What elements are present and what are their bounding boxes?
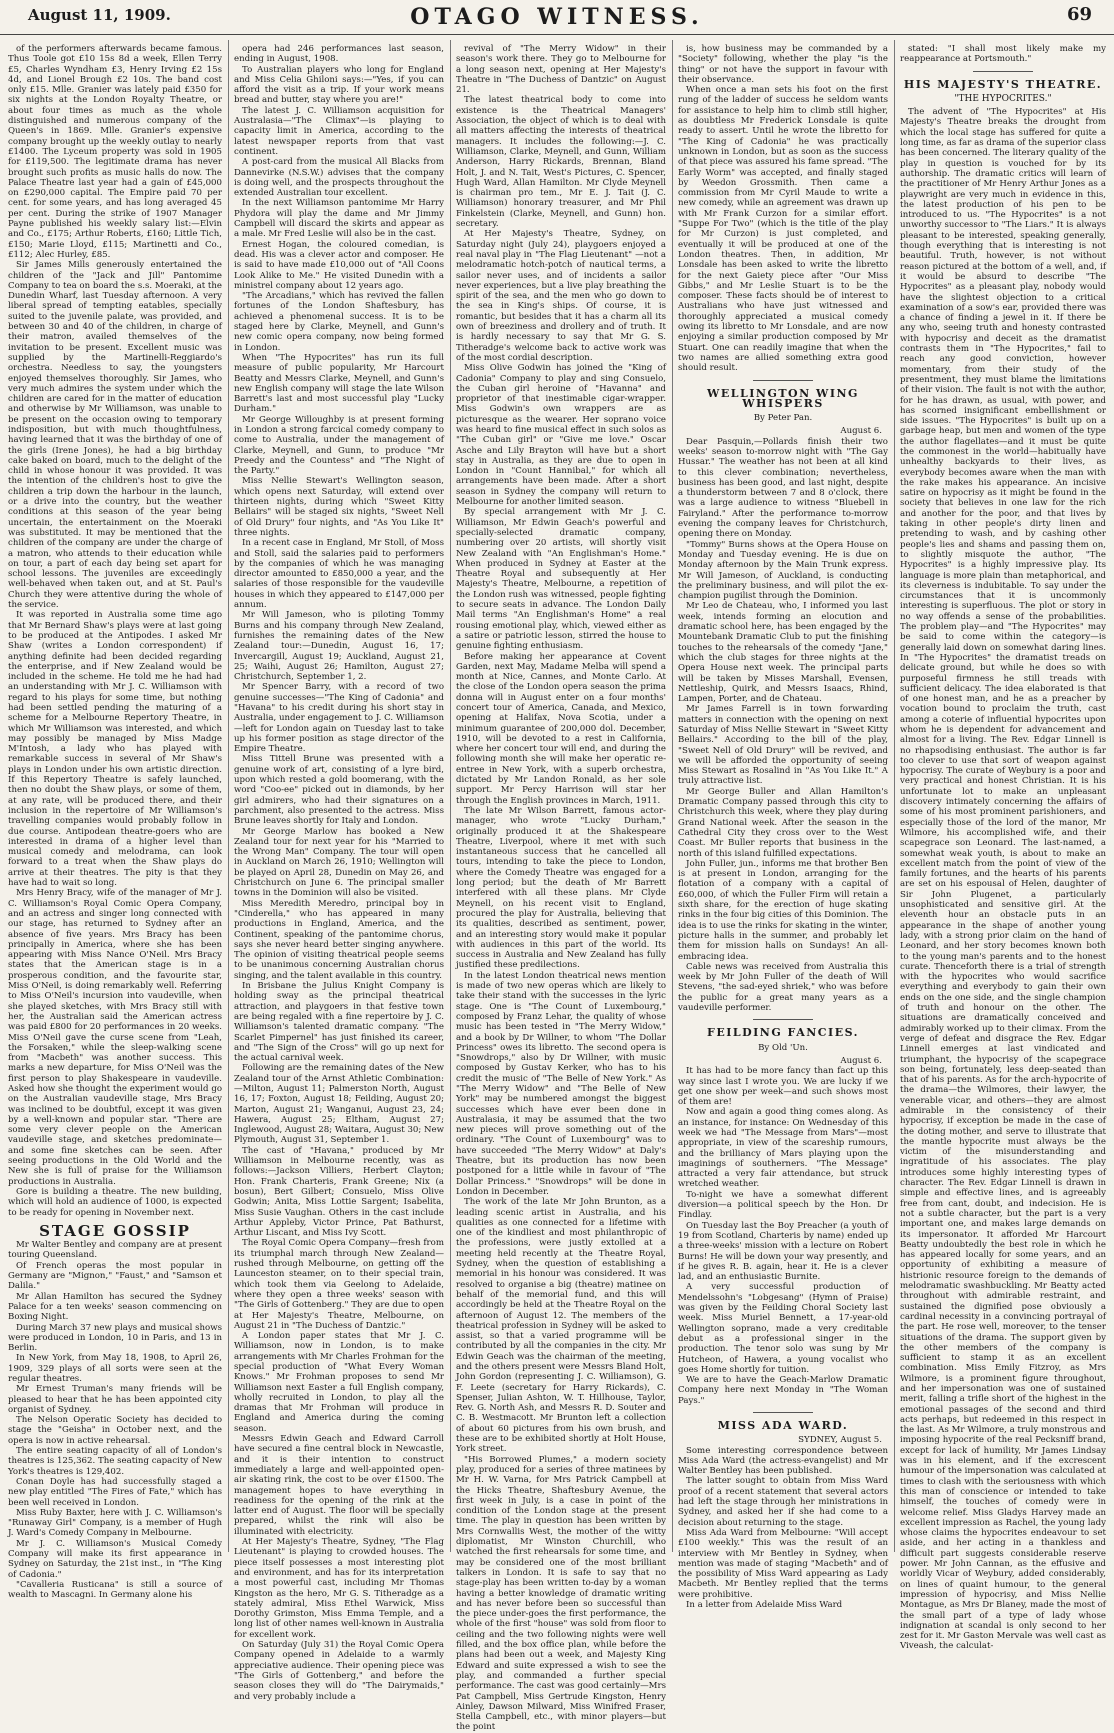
article-paragraph: Messrs Edwin Geach and Edward Carroll have secured a fine central block in Newcastle, and it is their intention to construct immediately a large and well-appointed open-air skating rink, the cost to be over £1500. The management hopes to have everything in readiness for the opening of the rink at the latter end of August. The floor will be specially prepared, whilst the rink will also be illuminated with electricity. <box>234 1434 444 1537</box>
dateline: August 6. <box>840 1055 882 1066</box>
article-paragraph: Mr George Willoughby is at present forming in London a strong farcical comedy company to come to Australia, under the management of Clarke, Meynell, and Gunn, to produce "Mr Preedy and the Countess" and "The Night of the Party." <box>234 414 444 477</box>
article-paragraph: Miss Nellie Stewart's Wellington season, which opens next Saturday, will extend over thirteen nights, during which "Sweet Kitty Bellairs" will be staged six nights, "Sweet Nell of Old Drury" four nights, and "As You Like It" three nights. <box>234 476 444 538</box>
article-paragraph: stated: "I shall most likely make my reappearance at Portsmouth." <box>900 44 1106 65</box>
column-1 <box>8 44 222 1601</box>
issue-date: August 11, 1909. <box>28 6 171 24</box>
article-paragraph: The late Mr Wilson Barrett, famous actor-manager, who wrote "Lucky Durham," originally produced it at the Shakespeare Theatre, Liverpool, where it met with such instantaneous success that he cancelled all tours, intending to take the piece to London, where the Comedy Theatre was engaged for a long period; but the death of Mr Barrett interfered with all these plans. Mr Clyde Meynell, on his recent visit to England, procured the play for Australia, believing that its qualities, described as sentiment, power, and an interesting story would make it popular with audiences in this part of the world. Its success in Australia and New Zealand has fully justified these predilections. <box>456 805 666 971</box>
article-paragraph: In a letter from Adelaide Miss Ward <box>686 1600 843 1611</box>
article-paragraph: The advent of "The Hypocrites" at His Majesty's Theatre breaks the drought from which the local stage has suffered for quite a long time, as far as drama of the superior class has been concerned. The literary quality of the play in question is vouched for by its authorship. The dramatic critics will learn of the practitioner of Mr Henry Arthur Jones as a playwright are very much in evidence in this, the latest production of his pen to be introduced to us. "The Hypocrites" is a not unworthy successor to "The Liars." It is always pleasant to be interested, speaking generally, though everything that is interesting is not beautiful. Truth, however, is not without reason pictured at the bottom of a well, and, if it would be absurd to describe "The Hypocrites" as a pleasant play, nobody would have the slightest objection to a critical examination of a sow's ear, provided there was a chance of finding a jewel in it. If there be any who, seeing truth and honesty contrasted with hypocrisy and deceit as the dramatist contrasts them in "The Hypocrites," fail to reach any good conviction, however momentary, from their study of the presentment, they must blame the limitations of their vision. The fault is not with the author, for he has drawn, as usual, with power, and has scorned insignificant embellishment or side issues. "The Hypocrites" is built up on a garbage heap, but men and women of the type the author flagellates—and it must be quite the commonest in the world—habitually have unhealthy backyards to their lives, as everybody becomes aware when the man with the rake makes his appearance. An incisive satire on hypocrisy as it might be found in the society that believes in one law for the rich and another for the poor, and that lives by taking in other people's dirty linen and pretending to wash, and by cashing other people's lies and shams and passing them on, to slightly misquote the author, "The Hypocrites" is a highly impressive play. Its language is more plain than metaphorical, and its cleverness is indubitable. To say under the circumstances that it is uncommonly interesting is superfluous. The plot or story in no way offends a sense of the probabilities. The problem play—and "The Hypocrites" may be said to come within the category—is generally laid down on somewhat daring lines. In "The Hypocrites" the dramatist treads on delicate ground, but while he does so with purposeful firmness he still treads with sufficient delicacy. The idea elaborated is that of one honest man, and he as a preacher by vocation bound to proclaim the truth, cast among a coterie of influential hypocrites upon whom he is dependent for advancement and almost for a living. The Rev. Edgar Linnell is no rhapsodising enthusiast. The author is far too clever to use that sort of weapon against hypocrisy. The curate of Weybury is a poor and very practical and honest Christian. It is his unfortunate lot to make an unpleasant discovery intimately concerning the affairs of some of his most prominent parishioners, and especially those of the lord of the manor, Mr Wilmore, his accomplished wife, and their scapegrace son Leonard. The last-named, a somewhat weak youth, is about to make an excellent match from the point of view of the family fortunes, and the hearts of his parents are set on his espousal of Helen, daughter of Sir John Plugenet, a particularly unsophisticated and sensitive girl. At the eleventh hour an obstacle puts in an appearance in the shape of another young lady, with a strong prior claim on the hand of Leonard, and her story becomes known both to the young man's parents and to the honest curate. Thenceforth there is a trial of strength with the hypocrites who would sacrifice everything and everybody to gain their own ends on the one side, and the single champion of truth and honour on the other. The situations are dramatically conceived and admirably worked up to their climax. From the verge of defeat and disgrace the Rev. Edgar Linnell emerges at last vindicated and triumphant, the hypocrisy of the scapegrace son being, fortunately, less deep-seated than that of his parents. As for the arch-hypocrite of the drama—the Wilmores, their lawyer, the venerable vicar, and others—they are almost admirable in the consistency of their hypocrisy, if exception be made in the case of the doting mother, and serve to illustrate that the mantle hypocrite must always be the victim of the misunderstanding and ingratitude of his associates. The play introduces some highly interesting types of character. The Rev. Edgar Linnell is drawn in simple and effective lines, and is agreeably free from cant, doubt, and indecision. He is not a subtle character, but the part is a very important one, and makes large demands on its impersonator. It afforded Mr Harcourt Beatty undoubtedly the best role in which he has appeared locally for some years, and an opportunity of exhibiting a measure of histrionic resource foreign to the demands of melodramatic swashbuckling. Mr Beatty acted throughout with admirable restraint, and sustained the dignified pose obviously a cardinal necessity in a convincing portrayal of the part. He rose well, moreover, to the tenser situations of the drama. The support given by the other members of the company is sufficient to stamp it as an excellent combination. Miss Emily Fitzroy, as Mrs Wilmore, is a prominent figure throughout, and her impersonation was one of sustained merit, falling a trifle short of the highest in the emotional passages of the second and third acts perhaps, but redeemed in this respect in the last. As Mr Wilmore, a truly monstrous and imposing hypocrite of the real Pecksniff brand, except for lack of humility, Mr James Lindsay was in his element, and if the excrescent humour of the impersonation was calculated at times to clash with the seriousness with which this man of conscience or intended to take himself, the touches of comedy were in welcome relief. Miss Gladys Harvey made an excellent impression as Rachel, the young lady whose claims the hypocrites endeavour to set aside, and her acting in a thankless and difficult part suggests considerable reserve power. Mr John Cannan, as the effusive and worldly Vicar of Weybury, added considerably, on lines of quaint humour, to the general impression of hypocrisy, and Miss Nellie Montague, as Mrs Dr Blaney, made the most of the small part of a type of lady whose indignation at scandal is only second to her zest for it. Mr Gaston Mervale was well cast as Viveash, the calculat- <box>900 107 1107 1652</box>
article-paragraph: Mr George Buller and Allan Hamilton's Dramatic Company passed through this city to Christchurch this week, where they play during Grand National week. After the season in the Cathedral City they cross over to the West Coast. Mr Buller reports that business in the north of this island fulfilled expectations. <box>678 786 888 859</box>
article-paragraph: Before making her appearance at Covent Garden, next May, Madame Melba will spend a month at Nice, Cannes, and Monte Carlo. At the close of the London opera season the prima donna will in August enter on a four months' concert tour of America, Canada, and Mexico, opening at Halifax, Nova Scotia, under a minimum guarantee of 200,000 dol. December, 1910, will be devoted to a rest in California, where her concert tour will end, and during the following month she will make her operatic re-entree in New York, with a superb orchestra, dictated by Mr Landon Ronald, as her sole support. Mr Percy Harrison will star her through the English provinces in March, 1911. <box>456 651 666 806</box>
article-paragraph: Miss Ada Ward from Melbourne: "Will accept £100 weekly." This was the result of an interview with Mr Bentley in Sydney, when mention was made of staging "Macbeth" and of the possibility of Miss Ward appearing as Lady Macbeth. Mr Bentley replied that the terms were prohibitive. <box>678 1527 888 1600</box>
article-paragraph: Mr Leo de Chateau, who, I informed you last week, intends forming an elocution and dramatic school here, has been engaged by the Mountebank Dramatic Club to put the finishing touches to the rehearsals of the comedy "Jane," which the club stages for three nights at the Opera House next week. The principal parts will be taken by Misses Marshall, Evensen, Nettleship, Quirk, and Messrs Isaacs, Rhind, Lampen, Porter, and de Chateau. <box>678 601 888 705</box>
article-paragraph: Cable news was received from Australia this week by Mr John Fuller of the death of Will Stevens, "the sad-eyed shriek," who was before the public for a great many years as a vaudeville performer. <box>678 961 888 1014</box>
article-paragraph: Following are the remaining dates of the New Zealand tour of the Arnst Athletic Combination:—Milton, August 11; Palmerston North, August 16, 17; Foxton, August 18; Feilding, August 20; Marton, August 21; Wanganui, August 23, 24; Hawera, August 25; Eltham, August 27; Inglewood, August 28; Waitara, August 30; New Plymouth, August 31, September 1. <box>234 1063 444 1146</box>
article-paragraph: Mr Walter Bentley and company are at present touring Queensland. <box>8 1240 222 1261</box>
article-paragraph: The Nelson Operatic Society has decided to stage the "Geisha" in October next, and the opera is now in active rehearsal. <box>8 1415 222 1446</box>
article-paragraph: Miss Olive Godwin has joined the "King of Cadonia" Company to play and sing Consuelo, the Cuban girl heroine of "Havanna" and proprietor of that inestimable cigar-wrapper. Miss Godwin's own wrappers are as picturesque as the wearer. Her soprano voice was heard to fine musical effect in such solos as "The Cuban girl" or "Give me love." Oscar Asche and Lily Brayton will have but a short stay in Australia, as they are due to open in London in "Count Hannibal," for which all arrangements have been made. After a short season in Sydney the company will return to Melbourne for another limited season. <box>456 363 666 508</box>
section-divider <box>753 1412 813 1413</box>
article-paragraph: In a recent case in England, Mr Stoll, of Moss and Stoll, said the salaries paid to performers by the companies of which he was managing director amounted to £850,000 a year, and the salaries of those responsible for the vaudeville houses in which they appeared to £147,000 per annum. <box>234 538 444 611</box>
article-paragraph: "The Arcadians," which has revived the fallen fortunes of the London Shaftesbury, has achieved a phenomenal success. It is to be staged here by Clarke, Meynell, and Gunn's new comic opera company, now being formed in London. <box>234 291 444 353</box>
article-paragraph: In the latest London theatrical news mention is made of two new operas which are likely to take their stand with the successes in the lyric stage. One is "The Count of Luxembourg," composed by Franz Lehar, the quality of whose music has been tested in "The Merry Widow," and a book by Dr Willner, to whom "The Dollar Princess" owes its libretto. The second opera is "Snowdrops," also by Dr Willner, with music composed by Gustav Kerker, who has to his credit the music of "The Belle of New York." As "The Merry Widow" and "The Belle of New York" may be numbered amongst the biggest successes which have ever been done in Australasia, it may be assumed that the two new pieces will prove something out of the ordinary. "The Count of Luxembourg" was to have succeeded "The Merry Widow" at Daly's Theatre, but its production has now been postponed for a little while in favour of "The Dollar Princess." "Snowdrops" will be done in London in December. <box>456 970 666 1197</box>
article-paragraph: On Saturday (July 31) the Royal Comic Opera Company opened in Adelaide to a warmly appreciative audience. Their opening piece was "The Girls of Gottenberg," and before the season closes they will do "The Dairymaids," and very probably include a <box>234 1640 444 1702</box>
article-paragraph: In the next Williamson pantomime Mr Harry Phydora will play the dame and Mr Jimmy Campbell will discard the skirts and appear as a male. Mr Fred Leslie will also be in the cast. <box>234 198 444 240</box>
article-paragraph: Now and again a good thing comes along. As an instance, for instance: On Wednesday of this week we had "The Message from Mars"—most appropriate, in view of the scareship rumours, and the brilliancy of Mars playing upon the imaginings of southerners. "The Message" attracted a very fair attendance, but struck wretched weather. <box>678 1107 888 1190</box>
section-heading: HIS MAJESTY'S THEATRE. <box>903 77 1103 91</box>
article-paragraph: The entire seating capacity of all of London's theatres is 125,362. The seating capacity of New York's theatres is 129,402. <box>8 1446 222 1477</box>
column-rule <box>228 40 229 1552</box>
section-heading: WELLINGTON WING WHISPERS <box>707 386 859 410</box>
article-paragraph: "His Borrowed Plumes," a modern society play, produced for a series of three matinees by Mr H. W. Varna, for Mrs Patrick Campbell at the Hicks Theatre, Shaftesbury Avenue, the first week in July, is a case in point of the condition of the London stage at the present time. The play in question has been written by Mrs Cornwallis West, the mother of the witty diplomatist, Mr Winston Churchill, who watched the first rehearsals for some time, and may be considered one of the most brilliant talkers in London. It is safe to say that no stage-play has been written to-day by a woman having a better knowledge of dramatic writing and has never before been so successful than the piece under-goes the first performance, the whole of the first "house" was sold from floor to ceiling and the two following nights were well filled, and the box office plan, while before the plans had been out a week, and Majesty King Edward and suite expressed a wish to see the play, and commanded a further special performance. The cast was good certainly—Mrs Pat Campbell, Miss Gertrude Kingston, Henry Ainley, Dawson Milward, Miss Winifred Fraser, Stella Campbell, etc., with minor players—but the point <box>456 1454 666 1733</box>
column-4 <box>678 44 888 1611</box>
article-paragraph: We are to have the Geach-Marlow Dramatic Company here next Monday in "The Woman Pays." <box>678 1375 888 1406</box>
article-paragraph: "Tommy" Burns shows at the Opera House on Monday and Tuesday evening. He is due on Monday afternoon by the Main Trunk express. Mr Will Jameson, of Auckland, is conducting the preliminary business, and will pilot the ex-champion pugilist through the Dominion. <box>678 539 888 602</box>
dateline: SYDNEY, August 5. <box>798 1435 882 1446</box>
article-paragraph: Mr Ernest Truman's many friends will be pleased to hear that he has been appointed city organist of Sydney. <box>8 1384 222 1415</box>
section-heading: FEILDING FANCIES. <box>707 1026 859 1040</box>
article-paragraph: It has had to be more fancy than fact up this way since last I wrote you. We are lucky if we get one show per week—and such shows most of them are! <box>678 1066 888 1108</box>
article-paragraph: Mr Will Jameson, who is piloting Tommy Burns and his company through New Zealand, furnishes the remaining dates of the New Zealand tour:—Dunedin, August 16, 17; Invercargill, August 19; Auckland, August 21, 25; Waihi, August 26; Hamilton, August 27; Christchurch, September 1, 2. <box>234 610 444 683</box>
article-paragraph: Mr Allan Hamilton has secured the Sydney Palace for a ten weeks' season commencing on Boxing Night. <box>8 1291 222 1323</box>
article-paragraph: To Australian players who long for England and Miss Celia Ghiloni says:—"Yes, if you can afford the visit as a trip. If your work means bread and butter, stay where you are!" <box>234 64 444 106</box>
article-paragraph: A London paper states that Mr J. C. Williamson, now in London, is to make arrangements with Mr Charles Frohman for the special production of "What Every Woman Knows." Mr Frohman proposes to send Mr Williamson next Easter a full English company, wholly recruited in London, to play all the dramas that Mr Frohman will produce in England and America during the coming season. <box>234 1331 444 1434</box>
section-divider <box>973 71 1033 72</box>
section-divider <box>753 380 813 381</box>
section-subheading: "THE HYPOCRITES." <box>954 93 1052 104</box>
column-rule <box>450 40 451 1552</box>
article-paragraph: By special arrangement with Mr J. C. Williamson, Mr Edwin Geach's powerful and specially-selected dramatic company, numbering over 20 artists, will shortly visit New Zealand with "An Englishman's Home." When produced in Sydney at Easter at the Theatre Royal and subsequently at Her Majesty's Theatre, Melbourne, a repetition of the London rush was witnessed, people fighting to secure seats in advance. The London Daily Mail terms "An Englishman's Home" a real rousing emotional play, which, viewed either as a satire or patriotic lesson, stirred the house to genuine fighting enthusiasm. <box>456 507 666 652</box>
column-2 <box>234 44 444 1702</box>
article-paragraph: On Tuesday last the Boy Preacher (a youth of 19 from Scotland, Charteris by name) ended up a three-weeks' mission with a lecture on Robert Burns! He will be down your way presently, and if he gives R. B. again, hear it. He is a clever lad, and an enthusiastic Burnite. <box>678 1220 888 1283</box>
article-paragraph: In New York, from May 18, 1908, to April 26, 1909, 329 plays of all sorts were seen at the regular theatres. <box>8 1353 222 1384</box>
column-rule <box>894 40 895 1552</box>
newspaper-title: OTAGO WITNESS. <box>410 4 704 30</box>
article-paragraph: Miss Ruby Baxter, here with J. C. Williamson's "Runaway Girl" Company, is a member of Hugh J. Ward's Comedy Company in Melbourne. <box>8 1507 222 1539</box>
article-paragraph: Miss Tittell Brune was presented with a genuine work of art, consisting of a lyre bird, upon which rested a gold boomerang, with the word "Coo-ee" picked out in diamonds, by her girl admirers, who had their signatures on a parchment, also presented to the actress. Miss Brune leaves shortly for Italy and London. <box>234 754 444 827</box>
article-paragraph: At Her Majesty's Theatre, Sydney, "The Flag Lieutenant" is playing to crowded houses. The piece itself possesses a most interesting plot and environment, and has for its interpretation a most powerful cast, including Mr Thomas Kingston as the hero, Mr G. S. Titheradge as a stately admiral, Miss Ethel Warwick, Miss Dorothy Grimston, Miss Emma Temple, and a long list of other names well-known in Australia for excellent work. <box>234 1537 444 1640</box>
article-paragraph: Mr James Farrell is in town forwarding matters in connection with the opening on next Saturday of Miss Nellie Stewart in "Sweet Kitty Bellairs." According to the bill of the play, "Sweet Nell of Old Drury" will be revived, and we will be afforded the opportunity of seeing Miss Stewart as Rosalind in "As You Like It." A truly attractive list. <box>678 704 888 787</box>
article-paragraph: Miss Meredith Meredro, principal boy in "Cinderella," who has appeared in many productions in England, America, and the Continent, speaking of the pantomime chorus, says she never heard better singing anywhere. The opinion of visiting theatrical people seems to be unanimous concerning Australian chorus singing, and the talent available in this country. <box>234 898 444 981</box>
section-heading: STAGE GOSSIP <box>39 1221 191 1240</box>
article-paragraph: It was reported in Australia some time ago that Mr Bernard Shaw's plays were at last going to be produced at the Antipodes. I asked Mr Shaw (writes a London correspondent) if anything definite had been decided regarding the enterprise, and if New Zealand would be included in the scheme. He told me he had had an understanding with Mr J. C. Williamson with regard to his plays for some time, but nothing had been settled pending the maturing of a scheme for a Melbourne Repertory Theatre, in which Mr Williamson was interested, and which may possibly be managed by Miss Madge M'Intosh, a lady who has played with remarkable success in several of Mr Shaw's plays in London under his own artistic direction. If this Repertory Theatre is safely launched, then no doubt the Shaw plays, or some of them, at any rate, will be produced there, and their inclusion in the repertoire of Mr Williamson's travelling companies would probably follow in due course. Antipodean theatre-goers who are interested in drama of a higher level than musical comedy and melodrama, can look forward to a treat when the Shaw plays do arrive at their theatres. The pity is that they have had to wait so long. <box>8 610 222 889</box>
masthead <box>0 0 1114 35</box>
article-paragraph: Mr George Marlow has booked a New Zealand tour for next year for his "Married to the Wrong Man" Company. The tour will open in Auckland on March 26, 1910; Wellington will be played on April 28, Dunedin on May 26, and Christchurch on June 6. The principal smaller towns in the Dominion will also be visited. <box>234 826 444 899</box>
dateline: August 6. <box>840 426 882 437</box>
article-paragraph: The cast of "Havana," produced by Mr Williamson in Melbourne recently, was as follows:—Jackson Villiers, Herbert Clayton; Hon. Frank Charteris, Frank Greene; Nix (a bosun), Bert Gilbert; Consuelo, Miss Olive Godwin; Anita, Miss Lottie Sargent; Isabelita, Miss Susie Vaughan. Others in the cast include Arthur Appleby, Victor Prince, Pat Bathurst, Arthur Liscant, and Miss Ivy Scott. <box>234 1145 444 1239</box>
column-rule <box>672 40 673 1552</box>
article-paragraph: Mr J. C. Williamson's Musical Comedy Company will make its first appearance in Sydney on Saturday, the 21st inst., in "The King of Cadonia." <box>8 1538 222 1580</box>
article-paragraph: Mr Spencer Barry, with a record of two genuine successes—"The King of Cadonia" and "Havana" to his credit during his short stay in Australia, under engagement to J. C. Williamson—left for London again on Tuesday last to take up his former position as stage director of the Empire Theatre. <box>234 682 444 755</box>
article-paragraph: opera had 246 performances last season, ending in August, 1908. <box>234 44 444 65</box>
column-3 <box>456 44 666 1733</box>
article-paragraph: When "The Hypocrites" has run its full measure of public popularity, Mr Harcourt Beatty and Messrs Clarke, Meynell, and Gunn's new English company will stage the late Wilson Barrett's last and most successful play "Lucky Durham." <box>234 352 444 415</box>
article-paragraph: Sir James Mills generously entertained the children of the "Jack and Jill" Pantomime Company to tea on board the s.s. Moeraki, at the Dunedin Wharf, last Tuesday afternoon. A very liberal spread of tempting eatables, specially suited to the juvenile palate, was provided, and between 30 and 40 of the children, in charge of their matron, availed themselves of the invitation to be present. Excellent music was supplied by the Martinelli-Reggiardo's orchestra. Needless to say, the youngsters enjoyed themselves thoroughly. Sir James, who very much admires the system under which the children are cared for in the matter of education and otherwise by Mr Williamson, was unable to be present on the occasion owing to temporary indisposition, but with much thoughtfulness, having learned that it was the birthday of one of the girls (Irene Jones), he had a big birthday cake baked on board, much to the delight of the child in whose honour it was provided. It was the intention of the children's host to give the children a trip down the harbour in the launch, or a drive into the country, but the weather conditions at this season of the year being uncertain, the entertainment on the Moeraki was substituted. It may be mentioned that the children of the company are under the charge of a matron, who attends to their education while on tour, a part of each day being set apart for school lessons. The juveniles are exceedingly well-behaved when taken out, and at St. Paul's Church they were attentive during the whole of the service. <box>8 260 222 611</box>
article-paragraph: Conan Doyle has had successfully staged a new play entitled "The Fires of Fate," which has been well received in London. <box>8 1476 222 1508</box>
byline: By Peter Pan. <box>753 413 813 424</box>
byline: By Old 'Un. <box>758 1042 808 1053</box>
section-heading: MISS ADA WARD. <box>717 1419 849 1432</box>
column-5 <box>900 44 1107 1652</box>
article-paragraph: is, how business may be commanded by a "Society" following, whether the play "is the thing" or not have the support in favour with their observance. <box>678 44 888 85</box>
article-paragraph: Mrs Henry Bracy, wife of the manager of Mr J. C. Williamson's Royal Comic Opera Company, and an actress and singer long connected with our stage, has returned to Sydney after an absence of five years. Mrs Bracy has been principally in America, where she has been appearing with Miss Nance O'Neil. Mrs Bracy states that the American stage is in a prosperous condition, and the favourite star, Miss O'Neil, is doing remarkably well. Referring to Miss O'Neil's incursion into vaudeville, when she played sketches, with Mrs Bracy still with her, the Australian said the American actress was paid £800 for 20 performances in 20 weeks. Miss O'Neil gave the curse scene from "Leah, the Forsaken," while the sleep-walking scene from "Macbeth" was another success. This marks a new departure, for Miss O'Neil was the first person to play Shakespeare in vaudeville. Asked how she thought the experiment would go on the Australian vaudeville stage, Mrs Bracy was inclined to be doubtful, except it was given by a well-known and popular star. "There are some very clever people on the American vaudeville stage, and sketches predominate—and some fine sketches can be seen. After seeing productions in the Old World and the New she is full of praise for the Williamson productions in Australia. <box>8 888 222 1187</box>
article-paragraph: "Cavalleria Rusticana" is still a source of wealth to Mascagni. In Germany alone his <box>8 1579 222 1601</box>
article-paragraph: During March 37 new plays and musical shows were produced in London, 10 in Paris, and 13 in Berlin. <box>8 1322 222 1354</box>
article-paragraph: John Fuller, jun., informs me that brother Ben is at present in London, arranging for the flotation of a company with a capital of £60,000, of which the Fuller Firm will retain a sixth share, for the erection of huge skating rinks in the four big cities of this Dominion. The idea is to use the rinks for skating in the winter, picture halls in the summer, and probably let them for mission halls on Sundays! An all-embracing idea. <box>678 858 888 962</box>
article-paragraph: In Brisbane the Julius Knight Company is holding sway as the principal theatrical attraction, and playgoers in that festive town are being regaled with a fine repertoire by J. C. Williamson's talented dramatic company. "The Scarlet Pimpernel" has just finished its career, and "The Sign of the Cross" will go up next for the actual carnival week. <box>234 981 444 1064</box>
article-paragraph: The latter sought to obtain from Miss Ward proof of a recent statement that several actors had left the stage through her ministrations in Sydney, and asked her if she had come to a decision about returning to the stage. <box>678 1476 888 1528</box>
article-paragraph: To-night we have a somewhat different diversion—a political speech by the Hon. Dr Findlay. <box>678 1189 888 1221</box>
article-paragraph: revival of "The Merry Widow" in their season's work there. They go to Melbourne for a long season next, opening at Her Majesty's Theatre in "The Duchess of Dantzic" on August 21. <box>456 44 666 96</box>
article-paragraph: The latest theatrical body to come into existence is the Theatrical Managers' Association, the object of which is to deal with all matters affecting the interests of theatrical managers. It includes the following:—J. C. Williamson, Clarke, Meynell, and Gunn, William Anderson, Harry Rickards, Brennan, Bland Holt, J. and N. Tait, West's Pictures, C. Spencer, Hugh Ward, Allan Hamilton. Mr Clyde Meynell is chairman pro tem., Mr E. J. Tait (J. C. Williamson) honorary treasurer, and Mr Phil Finkelstein (Clarke, Meynell, and Gunn) hon. secretary. <box>456 95 666 230</box>
article-paragraph: Of French operas the most popular in Germany are "Mignon," "Faust," and "Samson et Dalila." <box>8 1260 222 1292</box>
article-paragraph: When once a man sets his foot on the first rung of the ladder of success he seldom wants for assistance to help him to climb still higher, as doubtless Mr Frederick Lonsdale is quite ready to assert. Until he wrote the libretto for "The King of Cadonia" he was practically unknown in London, but as soon as the success of that piece was assured his fame spread. "The Early Worm" was accepted, and finally staged by Weedon Grossmith. Then came a commission from Mr Cyril Maude to write a new comedy, while an agreement was drawn up with Mr Frank Curzon for a similar effort. "Suppe For Two" (which is the title of the play for Mr Curzon) is just completed, and eventually it will be produced at one of the London theatres. Then, in addition, Mr Lonsdale has been asked to write the libretto for the next Gaiety piece after "Our Miss Gibbs," and Mr Leslie Stuart is to be the composer. These facts should be of interest to Australians who have just witnessed and thoroughly appreciated a musical comedy owing its libretto to Mr Lonsdale, and are now enjoying a similar production composed by Mr Stuart. One can readily imagine that when the two names are allied something extra good should result. <box>678 85 888 374</box>
section-divider <box>753 1019 813 1020</box>
article-paragraph: The work of the late Mr John Brunton, as a leading scenic artist in Australia, and his qualities as one connected for a lifetime with one of the kindliest and most philanthropic of the professions, were justly extolled at a meeting held recently at the Theatre Royal, Sydney, when the question of establishing a memorial in his honour was considered. It was resolved to organise a big (theatre) matinee on behalf of the memorial fund, and this will accordingly be held at the Theatre Royal on the afternoon of August 12. The members of the theatrical profession in Sydney will be asked to assist, so that a varied programme will be contributed by all the companies in the city. Mr Edwin Geach was the chairman of the meeting, and the others present were Messrs Bland Holt, John Gordon (representing J. C. Williamson), G. F. Leete (secretary for Harry Rickards), C. Spenser, Julian Ashton, W. T. Hillhouse, Taylor, Rev. G. North Ash, and Messrs R. D. Souter and C. B. Westmacott. Mr Brunton left a collection of about 60 pictures from his own brush, and these are to be exhibited shortly at Holt House, York street. <box>456 1197 666 1455</box>
article-paragraph: A very successful production of Mendelssohn's "Lobgesang" (Hymn of Praise) was given by the Feilding Choral Society last week. Miss Muriel Bennett, a 17-year-old Wellington soprano, made a very creditable debut as a professional singer in the production. The tenor solo was sung by Mr Hutcheon, of Hawera, a young vocalist who goes Home shortly for tuition. <box>678 1282 888 1375</box>
article-paragraph: Ernest Hogan, the coloured comedian, is dead. His was a clever actor and composer. He is said to have made £10,000 out of "All Coons Look Alike to Me." He visited Dunedin with a ministrel company about 12 years ago. <box>234 239 444 291</box>
article-paragraph: The latest J. C. Williamson acquisition for Australasia—"The Climax"—is playing to capacity limit in America, according to the latest newspaper reports from that vast continent. <box>234 105 444 157</box>
article-paragraph: Some interesting correspondence between Miss Ada Ward (the actress-evangelist) and Mr Walter Bentley has been published. <box>678 1445 888 1477</box>
page-number: 69 <box>1066 4 1092 25</box>
article-paragraph: The Royal Comic Opera Company—fresh from its triumphal march through New Zealand—rushed through Melbourne, on getting off the Launceston steamer, on to their special train, which took them via Geelong to Adelaide, where they open a three weeks' season with "The Girls of Gottenberg." They are due to open at Her Majesty's Theatre, Melbourne, on August 21 in "The Duchess of Dantzic." <box>234 1238 444 1331</box>
article-paragraph: At Her Majesty's Theatre, Sydney, on Saturday night (July 24), playgoers enjoyed a real naval play in "The Flag Lieutenant" —not a melodramatic hotch-potch of nautical terms, a sailor never uses, and of incidents a sailor never experiences, but a live play breathing the spirit of the sea, and the men who go down to the sea in King's ships. Of course, it is romantic, but besides that it has a charm all its own of breeziness and drollery and of truth. It is hardly necessary to say that Mr G. S. Titheradge's welcome back to active work was of the most cordial description. <box>456 229 666 363</box>
article-paragraph: A post-card from the musical All Blacks from Dannevirke (N.S.W.) advises that the company is doing well, and the prospects throughout the extended Australian tour excellent. <box>234 157 444 199</box>
article-paragraph: Dear Pasquin,—Pollards finish their two weeks' season to-morrow night with "The Gay Hussar." The weather has not been at all kind to this clever combination; nevertheless, business has been good, and last night, despite a thunderstorm between 7 and 8 o'clock, there was a large audience to witness "Bluebell in Fairyland." After the performance to-morrow evening the company leaves for Christchurch, opening there on Monday. <box>678 436 888 540</box>
article-paragraph: of the performers afterwards became famous. Thus Toole got £10 15s 8d a week, Ellen Terry £5, Charles Wyndham £3, Henry Irving £2 15s 4d, and Lionel Brough £2 10s. The band cost only £15. Mlle. Granier was lately paid £350 for six nights at the London Royalty Theatre, or about four times as much as the whole distinguished and numerous company of the Queen's in 1869. Mlle. Granier's expensive company brought up the weekly outlay to nearly £1400. The Lyceum property was sold in 1905 for £119,500. The legitimate drama has never brought such profits as music halls do now. The Palace Theatre last year had a gain of £45,000 on £290,000 capital. The Empire paid 70 per cent. for some years, and has long averaged 45 per cent. During the strike of 1907 Manager Payne published his weekly salary list:—Elvin and Co., £175; Arthur Roberts, £160; Little Tich, £150; Marie Lloyd, £115; Martinetti and Co., £112; Alec Hurley, £85. <box>8 44 222 260</box>
article-paragraph: Gore is building a theatre. The new building, which will hold an audience of 1000, is expected to be ready for opening in November next. <box>8 1186 222 1218</box>
